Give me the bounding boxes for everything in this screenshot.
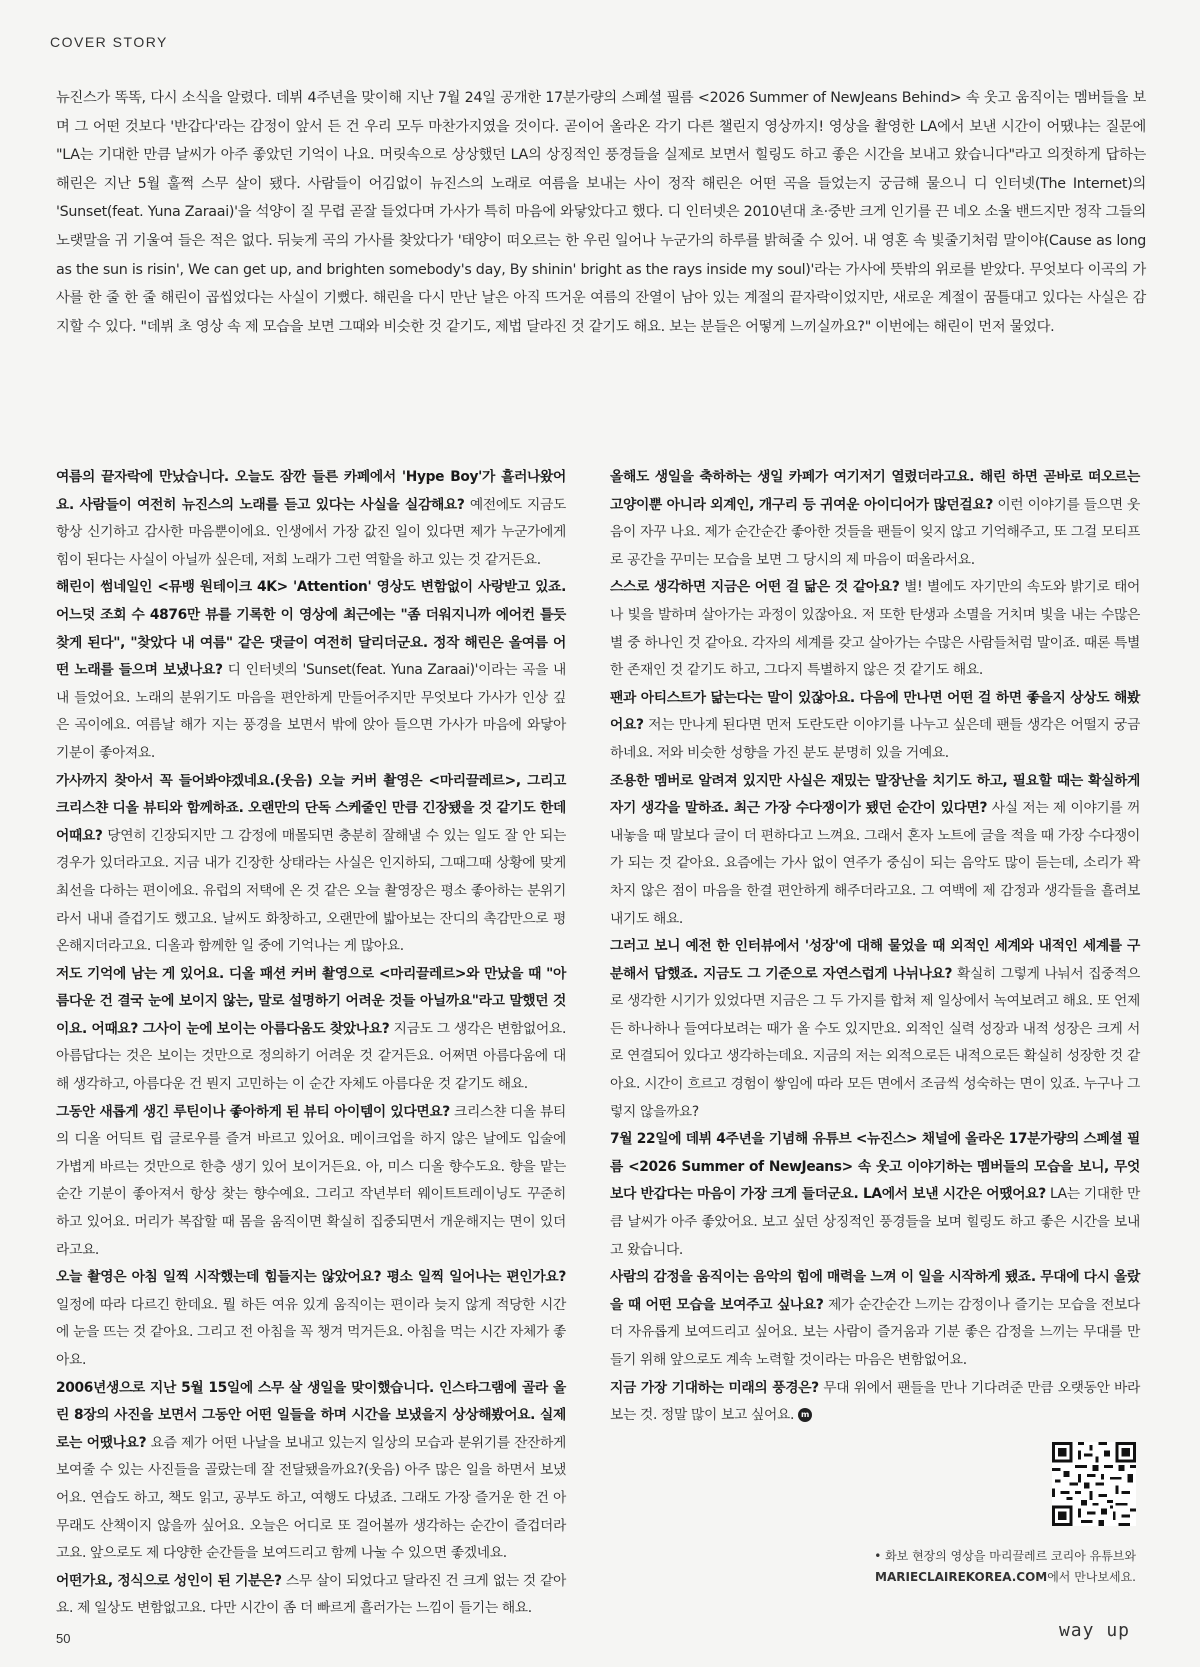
interview-column-right (610, 464, 1140, 1430)
question: 여름의 끝자락에 만났습니다. 오늘도 잠깐 들른 카페에서 'Hype Boy'가 흘러나왔어요. 사람들이 여전히 뉴진스의 노래를 듣고 있다는 사실을 실감해요? (56, 469, 566, 513)
interview-qa (610, 1264, 1140, 1374)
answer: 당연히 긴장되지만 그 감정에 매몰되면 충분히 잘해낼 수 있는 일도 잘 안 되는 경우가 있더라고요. 지금 내가 긴장한 상태라는 사실은 인지하되, 그때그때 상황에 맞게 최선을 다하는 편이에요. 유럽의 저택에 온 것 같은 오늘 촬영장은 평소 좋아하는 분위기라서 내내 즐겁기도 했고요. 날씨도 화창하고, 오랜만에 밟아보는 잔디의 촉감만으로 평온해지더라고요. 디올과 함께한 일 중에 기억나는 게 많아요. (56, 827, 566, 955)
intro-paragraph: 뉴진스가 똑똑, 다시 소식을 알렸다. 데뷔 4주년을 맞이해 지난 7월 24일 공개한 17분가량의 스페셜 필름 <2026 Summer of NewJeans Behind> 속 웃고 움직이는 멤버들을 보며 그 어떤 것보다 '반갑다'라는 감정이 앞서 든 건 우리 모두 마찬가지였을 것이다. 곧이어 올라온 각기 다른 챌린지 영상까지! 영상을 촬영한 LA에서 보낸 시간이 어땠냐는 질문에 "LA는 기대한 만큼 날씨가 아주 좋았던 기억이 나요. 머릿속으로 상상했던 LA의 상징적인 풍경들을 실제로 보면서 힐링도 하고 좋은 시간을 보내고 왔습니다"라고 의젓하게 답하는 해린은 지난 5월 훌쩍 스무 살이 됐다. 사람들이 어김없이 뉴진스의 노래로 여름을 보내는 사이 정작 해린은 어떤 곡을 들었는지 궁금해 물으니 디 인터넷(The Internet)의 'Sunset(feat. Yuna Zaraai)'을 석양이 질 무렵 곧잘 들었다며 가사가 특히 마음에 와닿았다고 했다. 디 인터넷은 2010년대 초·중반 크게 인기를 끈 네오 소울 밴드지만 정작 그들의 노랫말을 귀 기울여 들은 적은 없다. 뒤늦게 곡의 가사를 찾았다가 '태양이 떠오르는 한 우린 일어나 누군가의 하루를 밝혀줄 수 있어. 내 영혼 속 빛줄기처럼 말이야(Cause as long as the sun is risin', We can get up, and brighten somebody's day, By shinin' bright as the rays inside my soul)'라는 가사에 뜻밖의 위로를 받았다. 무엇보다 이곡의 가사를 한 줄 한 줄 해린이 곱씹었다는 사실이 기뻤다. 해린을 다시 만난 날은 아직 뜨거운 여름의 잔열이 남아 있는 계절의 끝자락이었지만, 새로운 계절이 꿈틀대고 있다는 사실은 감지할 수 있다. "데뷔 초 영상 속 제 모습을 보면 그때와 비슷한 것 같기도, 제법 달라진 것 같기도 해요. 보는 분들은 어떻게 느끼실까요?" 이번에는 해린이 먼저 물었다. (56, 90, 1146, 335)
question: 해린이 썸네일인 <뮤뱅 원테이크 4K> 'Attention' 영상도 변함없이 사랑받고 있죠. 어느덧 조회 수 4876만 뷰를 기록한 이 영상에 최근에는 "좀 더워지니까 에어컨 틀듯 찾게 된다", "찾았다 내 여름" 같은 댓글이 여전히 달리더군요. 정작 해린은 올여름 어떤 노래를 들으며 보냈나요? (56, 579, 566, 679)
answer: 지금도 그 생각은 변함없어요. 아름답다는 것은 보이는 것만으로 정의하기 어려운 것 같거든요. 어쩌면 아름다움에 대해 생각하고, 아름다운 건 뭔지 고민하는 이 순간 자체도 아름다운 것 같기도 해요. (56, 1020, 566, 1093)
answer: 디 인터넷의 'Sunset(feat. Yuna Zaraai)'이라는 곡을 내내 들었어요. 노래의 분위기도 마음을 편안하게 만들어주지만 무엇보다 가사가 인상 깊은 곡이에요. 여름날 해가 지는 풍경을 보면서 밖에 앉아 들으면 가사가 마음에 와닿아 기분이 좋아져요. (56, 662, 566, 761)
answer: LA는 기대한 만큼 날씨가 아주 좋았어요. 보고 싶던 상징적인 풍경들을 보며 힐링도 하고 좋은 시간을 보내고 왔습니다. (610, 1186, 1140, 1258)
question: 가사까지 찾아서 꼭 들어봐야겠네요.(웃음) 오늘 커버 촬영은 <마리끌레르>, 그리고 크리스챤 디올 뷰티와 함께하죠. 오랜만의 단독 스케줄인 만큼 긴장됐을 것 같기도 한데 어때요? (56, 772, 566, 844)
caption-line-1: • 화보 현장의 영상을 마리끌레르 코리아 유튜브와 (874, 1549, 1136, 1563)
answer: 별! 별에도 자기만의 속도와 밝기로 태어나 빛을 발하며 살아가는 과정이 있잖아요. 저 또한 탄생과 소멸을 거치며 빛을 내는 수많은 별 중 하나인 것 같아요. 각자의 세계를 갖고 살아가는 수많은 사람들처럼 말이죠. 때론 특별한 존재인 것 같기도 하고, 그다지 특별하지 않은 것 같기도 해요. (610, 579, 1140, 679)
end-mark-icon: m (798, 1408, 812, 1422)
answer: 크리스챤 디올 뷰티의 디올 어딕트 립 글로우를 즐겨 바르고 있어요. 메이크업을 하지 않은 날에도 입술에 가볍게 바르는 것만으로 한층 생기 있어 보이거든요. 아, 미스 디올 향수도요. 향을 맡는 순간 기분이 좋아져서 항상 찾는 향수예요. 그리고 작년부터 웨이트트레이닝도 꾸준히 하고 있어요. 머리가 복잡할 때 몸을 움직이면 확실히 집중되면서 개운해지는 면이 있더라고요. (56, 1103, 566, 1258)
answer: 일정에 따라 다르긴 한데요. 뭘 하든 여유 있게 움직이는 편이라 늦지 않게 적당한 시간에 눈을 뜨는 것 같아요. 그리고 전 아침을 꼭 챙겨 먹거든요. 아침을 먹는 시간 자체가 좋아요. (56, 1296, 566, 1368)
interview-qa (610, 464, 1140, 574)
question: 스스로 생각하면 지금은 어떤 걸 닮은 것 같아요? (610, 579, 900, 596)
site-link[interactable]: MARIECLAIREKOREA.COM (875, 1570, 1048, 1584)
question: 어떤가요, 정식으로 성인이 된 기분은? (56, 1572, 282, 1589)
question: 올해도 생일을 축하하는 생일 카페가 여기저기 열렸더라고요. 해린 하면 곧바로 떠오르는 고양이뿐 아니라 외계인, 개구리 등 귀여운 아이디어가 많던걸요? (610, 469, 1140, 513)
interview-qa (56, 961, 566, 1099)
interview-qa (610, 685, 1140, 768)
interview-qa (56, 1375, 566, 1568)
answer: 스무 살이 되었다고 달라진 건 크게 없는 것 같아요. 제 일상도 변함없고요. 다만 시간이 좀 더 빠르게 흘러가는 느낌이 들기는 해요. (56, 1572, 566, 1617)
interview-column-left (56, 464, 566, 1623)
page-number: 50 (56, 1631, 71, 1646)
question: 7월 22일에 데뷔 4주년을 기념해 유튜브 <뉴진스> 채널에 올라온 17분가량의 스페셜 필름 <2026 Summer of NewJeans> 속 웃고 이야기하는 멤버들의 모습을 보니, 무엇보다 반갑다는 마음이 가장 크게 들더군요. LA에서 보낸 시간은 어땠어요? (610, 1131, 1140, 1203)
interview-qa (56, 1099, 566, 1265)
footer-brand: way up (1058, 1620, 1130, 1641)
interview-qa (56, 768, 566, 961)
section-header: COVER STORY (50, 34, 168, 50)
question: 사람의 감정을 움직이는 음악의 힘에 매력을 느껴 이 일을 시작하게 됐죠. 무대에 다시 올랐을 때 어떤 모습을 보여주고 싶나요? (610, 1269, 1140, 1313)
interview-qa (610, 933, 1140, 1126)
answer: 이런 이야기를 들으면 웃음이 자꾸 나요. 제가 순간순간 좋아한 것들을 팬들이 잊지 않고 기억해주고, 또 그걸 모티프로 공간을 꾸미는 모습을 보면 그 당시의 제 마음이 떠올라서요. (610, 496, 1141, 568)
interview-qa (56, 1264, 566, 1374)
answer: 무대 위에서 팬들을 만나 기다려준 만큼 오랫동안 바라보는 것. 정말 많이 보고 싶어요. (610, 1379, 1141, 1424)
answer: 사실 저는 제 이야기를 꺼내놓을 때 말보다 글이 더 편하다고 느껴요. 그래서 혼자 노트에 글을 적을 때 가장 수다쟁이가 되는 것 같아요. 요즘에는 가사 없이 연주가 중심이 되는 음악도 많이 듣는데, 소리가 꽉 차지 않은 점이 마음을 한결 편안하게 해주더라고요. 그 여백에 제 감정과 생각들을 흘려보내기도 해요. (610, 800, 1140, 927)
question: 그동안 새롭게 생긴 루틴이나 좋아하게 된 뷰티 아이템이 있다면요? (56, 1103, 450, 1120)
question: 2006년생으로 지난 5월 15일에 스무 살 생일을 맞이했습니다. 인스타그램에 골라 올린 8장의 사진을 보면서 그동안 어떤 일들을 하며 시간을 보냈을지 상상해봤어요. 실제로는 어땠나요? (56, 1379, 566, 1451)
caption-line-2 (874, 1567, 1136, 1588)
interview-qa (56, 574, 566, 767)
answer: 저는 만나게 된다면 먼저 도란도란 이야기를 나누고 싶은데 팬들 생각은 어떨지 궁금하네요. 저와 비슷한 성향을 가진 분도 분명히 있을 거예요. (610, 717, 1140, 761)
question: 그러고 보니 예전 한 인터뷰에서 '성장'에 대해 물었을 때 외적인 세계와 내적인 세계를 구분해서 답했죠. 지금도 그 기준으로 자연스럽게 나뉘나요? (610, 938, 1140, 982)
question: 오늘 촬영은 아침 일찍 시작했는데 힘들지는 않았어요? 평소 일찍 일어나는 편인가요? (56, 1269, 566, 1286)
answer: 확실히 그렇게 나눠서 집중적으로 생각한 시기가 있었다면 지금은 그 두 가지를 합쳐 제 일상에서 녹여보려고 해요. 또 언제든 하나하나 들여다보려는 때가 올 수도 있지만요. 외적인 실력 성장과 내적 성장은 크게 서로 연결되어 있다고 생각하는데요. 지금의 저는 외적으로든 내적으로든 확실히 성장한 것 같아요. 시간이 흐르고 경험이 쌓임에 따라 모든 면에서 조금씩 성숙하는 면이 있죠. 누구나 그렇지 않을까요? (610, 965, 1140, 1120)
question: 팬과 아티스트가 닮는다는 말이 있잖아요. 다음에 만나면 어떤 걸 하면 좋을지 상상도 해봤어요? (610, 689, 1140, 734)
answer: 예전에도 지금도 항상 신기하고 감사한 마음뿐이에요. 인생에서 가장 값진 일이 있다면 제가 누군가에게 힘이 된다는 사실이 아닐까 싶은데, 저희 노래가 그런 역할을 하고 있는 것 같거든요. (56, 496, 566, 568)
answer: 제가 순간순간 느끼는 감정이나 즐기는 모습을 전보다 더 자유롭게 보여드리고 싶어요. 보는 사람이 즐거움과 기분 좋은 감정을 느끼는 무대를 만들기 위해 앞으로도 계속 노력할 것이라는 마음은 변함없어요. (610, 1296, 1141, 1368)
interview-qa (610, 574, 1140, 684)
interview-qa (56, 1568, 566, 1623)
interview-qa (56, 464, 566, 574)
question: 지금 가장 기대하는 미래의 풍경은? (610, 1379, 819, 1396)
video-caption (874, 1546, 1136, 1588)
question: 저도 기억에 남는 게 있어요. 디올 패션 커버 촬영으로 <마리끌레르>와 만났을 때 "아름다운 건 결국 눈에 보이지 않는, 말로 설명하기 어려운 것들 아닐까요"라고 말했던 것이요. 어때요? 그사이 눈에 보이는 아름다움도 찾았나요? (56, 965, 566, 1037)
question: 조용한 멤버로 알려져 있지만 사실은 재밌는 말장난을 치기도 하고, 필요할 때는 확실하게 자기 생각을 말하죠. 최근 가장 수다쟁이가 됐던 순간이 있다면? (610, 772, 1140, 817)
interview-qa (610, 768, 1140, 934)
caption-suffix: 에서 만나보세요. (1047, 1570, 1136, 1584)
answer: 요즘 제가 어떤 나날을 보내고 있는지 일상의 모습과 분위기를 잔잔하게 보여줄 수 있는 사진들을 골랐는데 잘 전달됐을까요?(웃음) 아주 많은 일을 하면서 보냈어요. 연습도 하고, 책도 읽고, 공부도 하고, 여행도 다녔죠. 그래도 가장 즐거운 한 건 아무래도 산책이지 않을까 싶어요. 오늘은 어디로 또 걸어볼까 생각하는 순간이 즐겁더라고요. 앞으로도 제 다양한 순간들을 보여드리고 함께 나눌 수 있으면 좋겠네요. (56, 1434, 566, 1562)
interview-qa (610, 1126, 1140, 1264)
qr-code[interactable] (1052, 1442, 1136, 1526)
interview-qa (610, 1375, 1140, 1430)
